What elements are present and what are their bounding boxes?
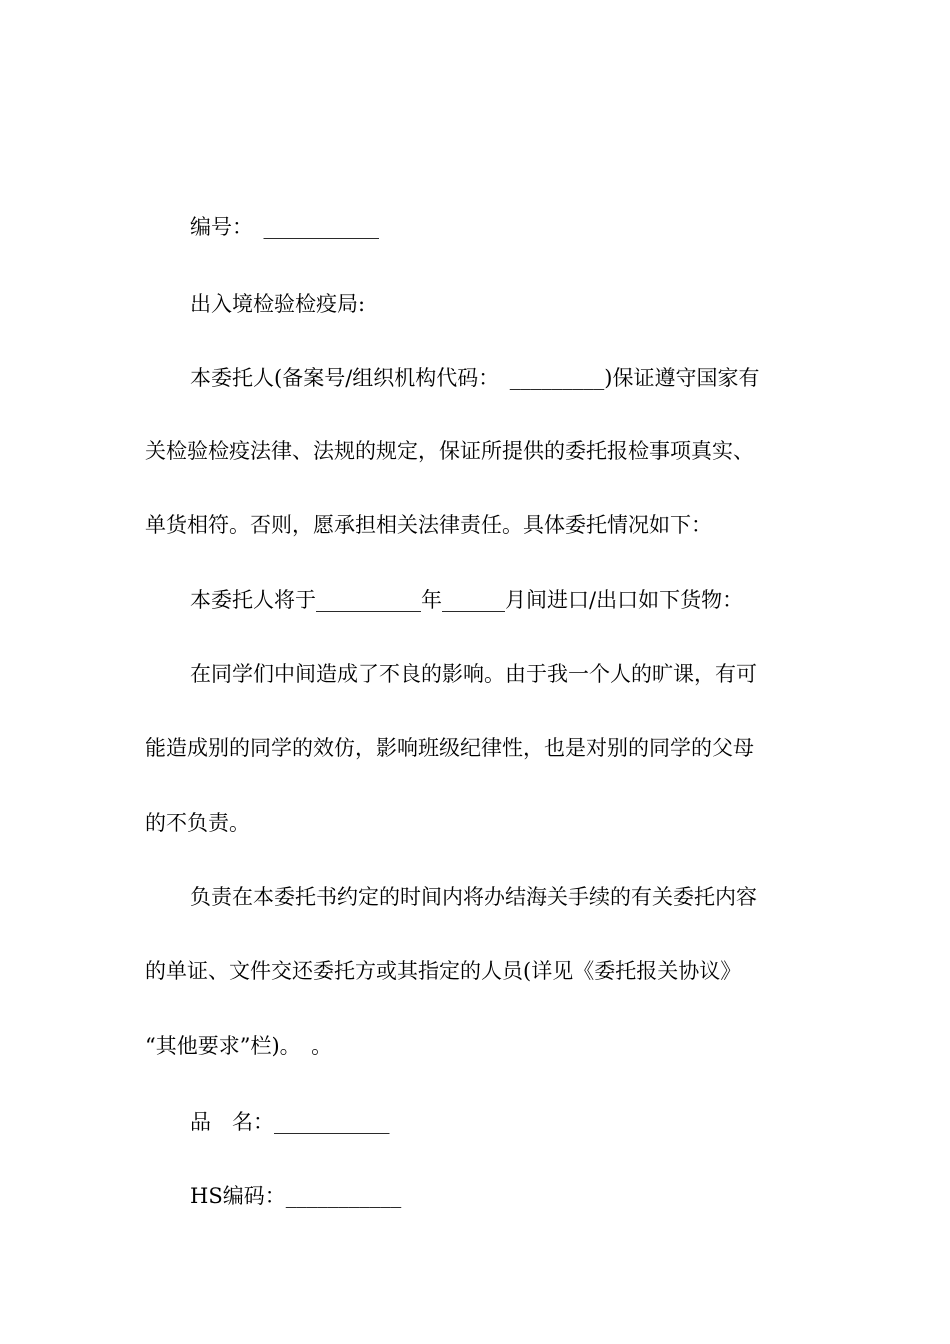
serial-number-line: 编号： ___________ [190, 215, 379, 239]
paragraph-line: “其他要求”栏)。 。 [145, 1034, 333, 1058]
paragraph-line: 的不负责。 [145, 811, 250, 835]
paragraph-line: 单货相符。否则，愿承担相关法律责任。具体委托情况如下： [145, 513, 712, 537]
paragraph-line: 能造成别的同学的效仿，影响班级纪律性，也是对别的同学的父母 [145, 736, 754, 760]
goods-date-line: 本委托人将于__________年______月间进口/出口如下货物： [190, 588, 744, 612]
addressee-line: 出入境检验检疫局: [190, 292, 366, 316]
paragraph-line: 的单证、文件交还委托方或其指定的人员(详见《委托报关协议》 [145, 959, 742, 983]
paragraph-line: 在同学们中间造成了不良的影响。由于我一个人的旷课，有可 [190, 662, 757, 686]
paragraph-line: 本委托人(备案号/组织机构代码： _________)保证遵守国家有 [190, 366, 760, 390]
paragraph-line: 关检验检疫法律、法规的规定，保证所提供的委托报检事项真实、 [145, 439, 754, 463]
hs-code-line: HS编码：___________ [190, 1184, 402, 1208]
paragraph-line: 负责在本委托书约定的时间内将办结海关手续的有关委托内容 [190, 885, 757, 909]
product-name-line: 品 名：___________ [190, 1110, 390, 1134]
